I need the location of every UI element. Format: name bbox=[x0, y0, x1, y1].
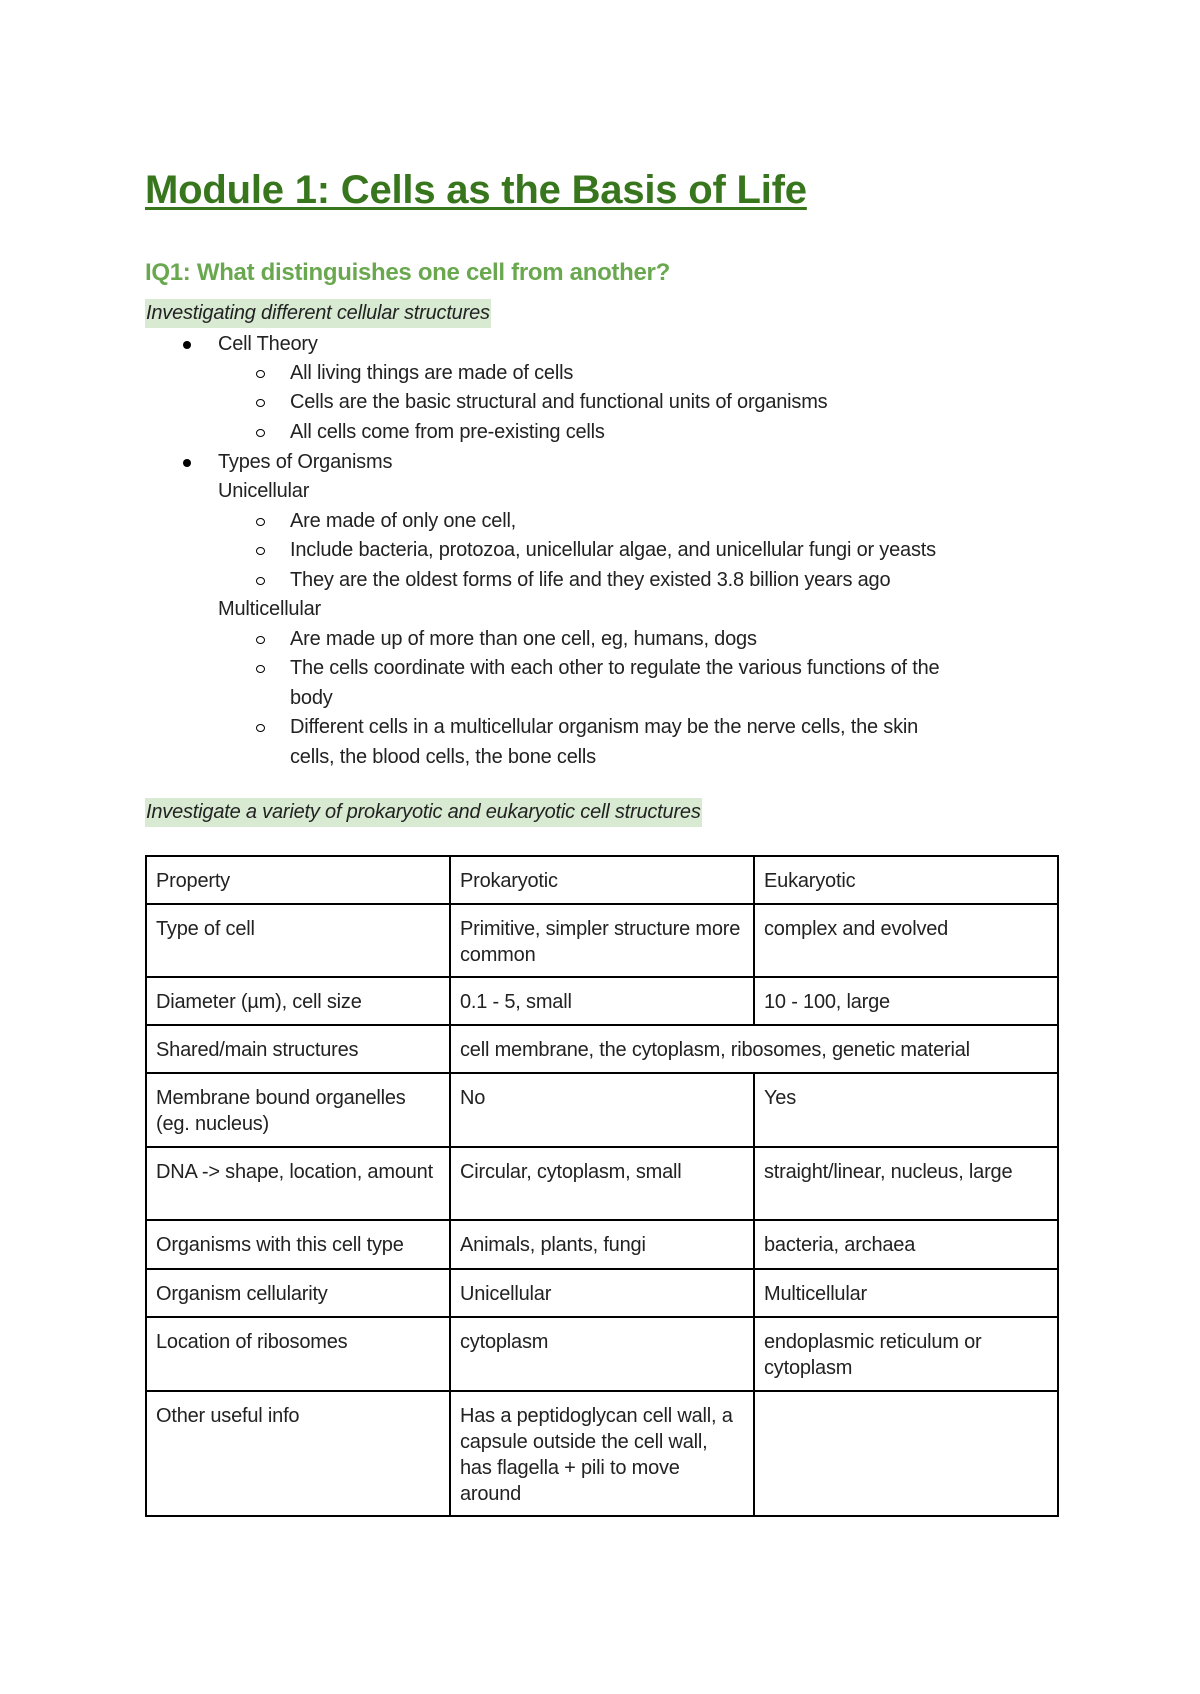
hollow-bullet-icon bbox=[256, 399, 265, 407]
table-cell: 10 - 100, large bbox=[754, 977, 1058, 1025]
table-cell: Circular, cytoplasm, small bbox=[450, 1147, 754, 1220]
list-subitem: Different cells in a multicellular organism may be the nerve cells, the skin bbox=[290, 716, 919, 738]
table-cell: endoplasmic reticulum or cytoplasm bbox=[754, 1317, 1058, 1391]
list-item-cell-theory: Cell Theory bbox=[218, 333, 318, 355]
filled-bullet-icon bbox=[183, 341, 191, 349]
group-label-unicellular: Unicellular bbox=[218, 480, 310, 502]
hollow-bullet-icon bbox=[256, 370, 265, 378]
hollow-bullet-icon bbox=[256, 724, 265, 732]
table-cell: Other useful info bbox=[146, 1391, 450, 1516]
table-cell: Yes bbox=[754, 1073, 1058, 1147]
list-subitem: They are the oldest forms of life and they existed 3.8 billion years ago bbox=[290, 569, 891, 591]
table-cell: bacteria, archaea bbox=[754, 1220, 1058, 1269]
table-row bbox=[146, 1220, 1058, 1269]
list-subitem: All cells come from pre-existing cells bbox=[290, 421, 605, 443]
list-subitem-continuation: body bbox=[290, 687, 333, 709]
list-subitem-continuation: cells, the blood cells, the bone cells bbox=[290, 746, 596, 768]
table-header-row bbox=[146, 856, 1058, 904]
table-cell: Type of cell bbox=[146, 904, 450, 977]
hollow-bullet-icon bbox=[256, 636, 265, 644]
filled-bullet-icon bbox=[183, 459, 191, 467]
section-highlight-label: Investigating different cellular structures bbox=[145, 299, 491, 328]
list-item-types-of-organisms: Types of Organisms bbox=[218, 451, 393, 473]
table-cell: Has a peptidoglycan cell wall, a capsule outside the cell wall, has flagella + pili to move around bbox=[450, 1391, 754, 1516]
table-cell: Primitive, simpler structure more common bbox=[450, 904, 754, 977]
table-cell: Membrane bound organelles (eg. nucleus) bbox=[146, 1073, 450, 1147]
section-highlight-label: Investigate a variety of prokaryotic and eukaryotic cell structures bbox=[145, 798, 702, 827]
hollow-bullet-icon bbox=[256, 577, 265, 585]
table-cell: Multicellular bbox=[754, 1269, 1058, 1317]
cell-comparison-table bbox=[145, 855, 1059, 1517]
list-subitem: The cells coordinate with each other to regulate the various functions of the bbox=[290, 657, 940, 679]
table-cell: Diameter (µm), cell size bbox=[146, 977, 450, 1025]
table-header-cell: Property bbox=[146, 856, 450, 904]
table-cell: Organisms with this cell type bbox=[146, 1220, 450, 1269]
table-row bbox=[146, 904, 1058, 977]
table-cell: Organism cellularity bbox=[146, 1269, 450, 1317]
table-cell: No bbox=[450, 1073, 754, 1147]
table-header-cell: Prokaryotic bbox=[450, 856, 754, 904]
page-title: Module 1: Cells as the Basis of Life bbox=[145, 168, 807, 212]
table-row bbox=[146, 1391, 1058, 1516]
list-subitem: All living things are made of cells bbox=[290, 362, 574, 384]
list-subitem: Are made of only one cell, bbox=[290, 510, 517, 532]
table-cell: Unicellular bbox=[450, 1269, 754, 1317]
hollow-bullet-icon bbox=[256, 518, 265, 526]
table-row bbox=[146, 977, 1058, 1025]
hollow-bullet-icon bbox=[256, 547, 265, 555]
table-cell: DNA -> shape, location, amount bbox=[146, 1147, 450, 1220]
table-row bbox=[146, 1073, 1058, 1147]
table-row bbox=[146, 1025, 1058, 1073]
table-cell bbox=[754, 1391, 1058, 1516]
list-subitem: Include bacteria, protozoa, unicellular algae, and unicellular fungi or yeasts bbox=[290, 539, 936, 561]
table-cell: Shared/main structures bbox=[146, 1025, 450, 1073]
table-cell-merged: cell membrane, the cytoplasm, ribosomes, genetic material bbox=[450, 1025, 1058, 1073]
hollow-bullet-icon bbox=[256, 429, 265, 437]
list-subitem: Are made up of more than one cell, eg, humans, dogs bbox=[290, 628, 757, 650]
table-row bbox=[146, 1317, 1058, 1391]
inquiry-question-heading: IQ1: What distinguishes one cell from another? bbox=[145, 259, 670, 286]
table-cell: straight/linear, nucleus, large bbox=[754, 1147, 1058, 1220]
table-cell: cytoplasm bbox=[450, 1317, 754, 1391]
table-row bbox=[146, 1269, 1058, 1317]
table-cell: Animals, plants, fungi bbox=[450, 1220, 754, 1269]
hollow-bullet-icon bbox=[256, 665, 265, 673]
list-subitem: Cells are the basic structural and functional units of organisms bbox=[290, 391, 828, 413]
group-label-multicellular: Multicellular bbox=[218, 598, 321, 620]
table-row bbox=[146, 1147, 1058, 1220]
table-cell: complex and evolved bbox=[754, 904, 1058, 977]
table-header-cell: Eukaryotic bbox=[754, 856, 1058, 904]
table-cell: Location of ribosomes bbox=[146, 1317, 450, 1391]
table-cell: 0.1 - 5, small bbox=[450, 977, 754, 1025]
cell-comparison-table-container bbox=[145, 855, 1058, 1517]
